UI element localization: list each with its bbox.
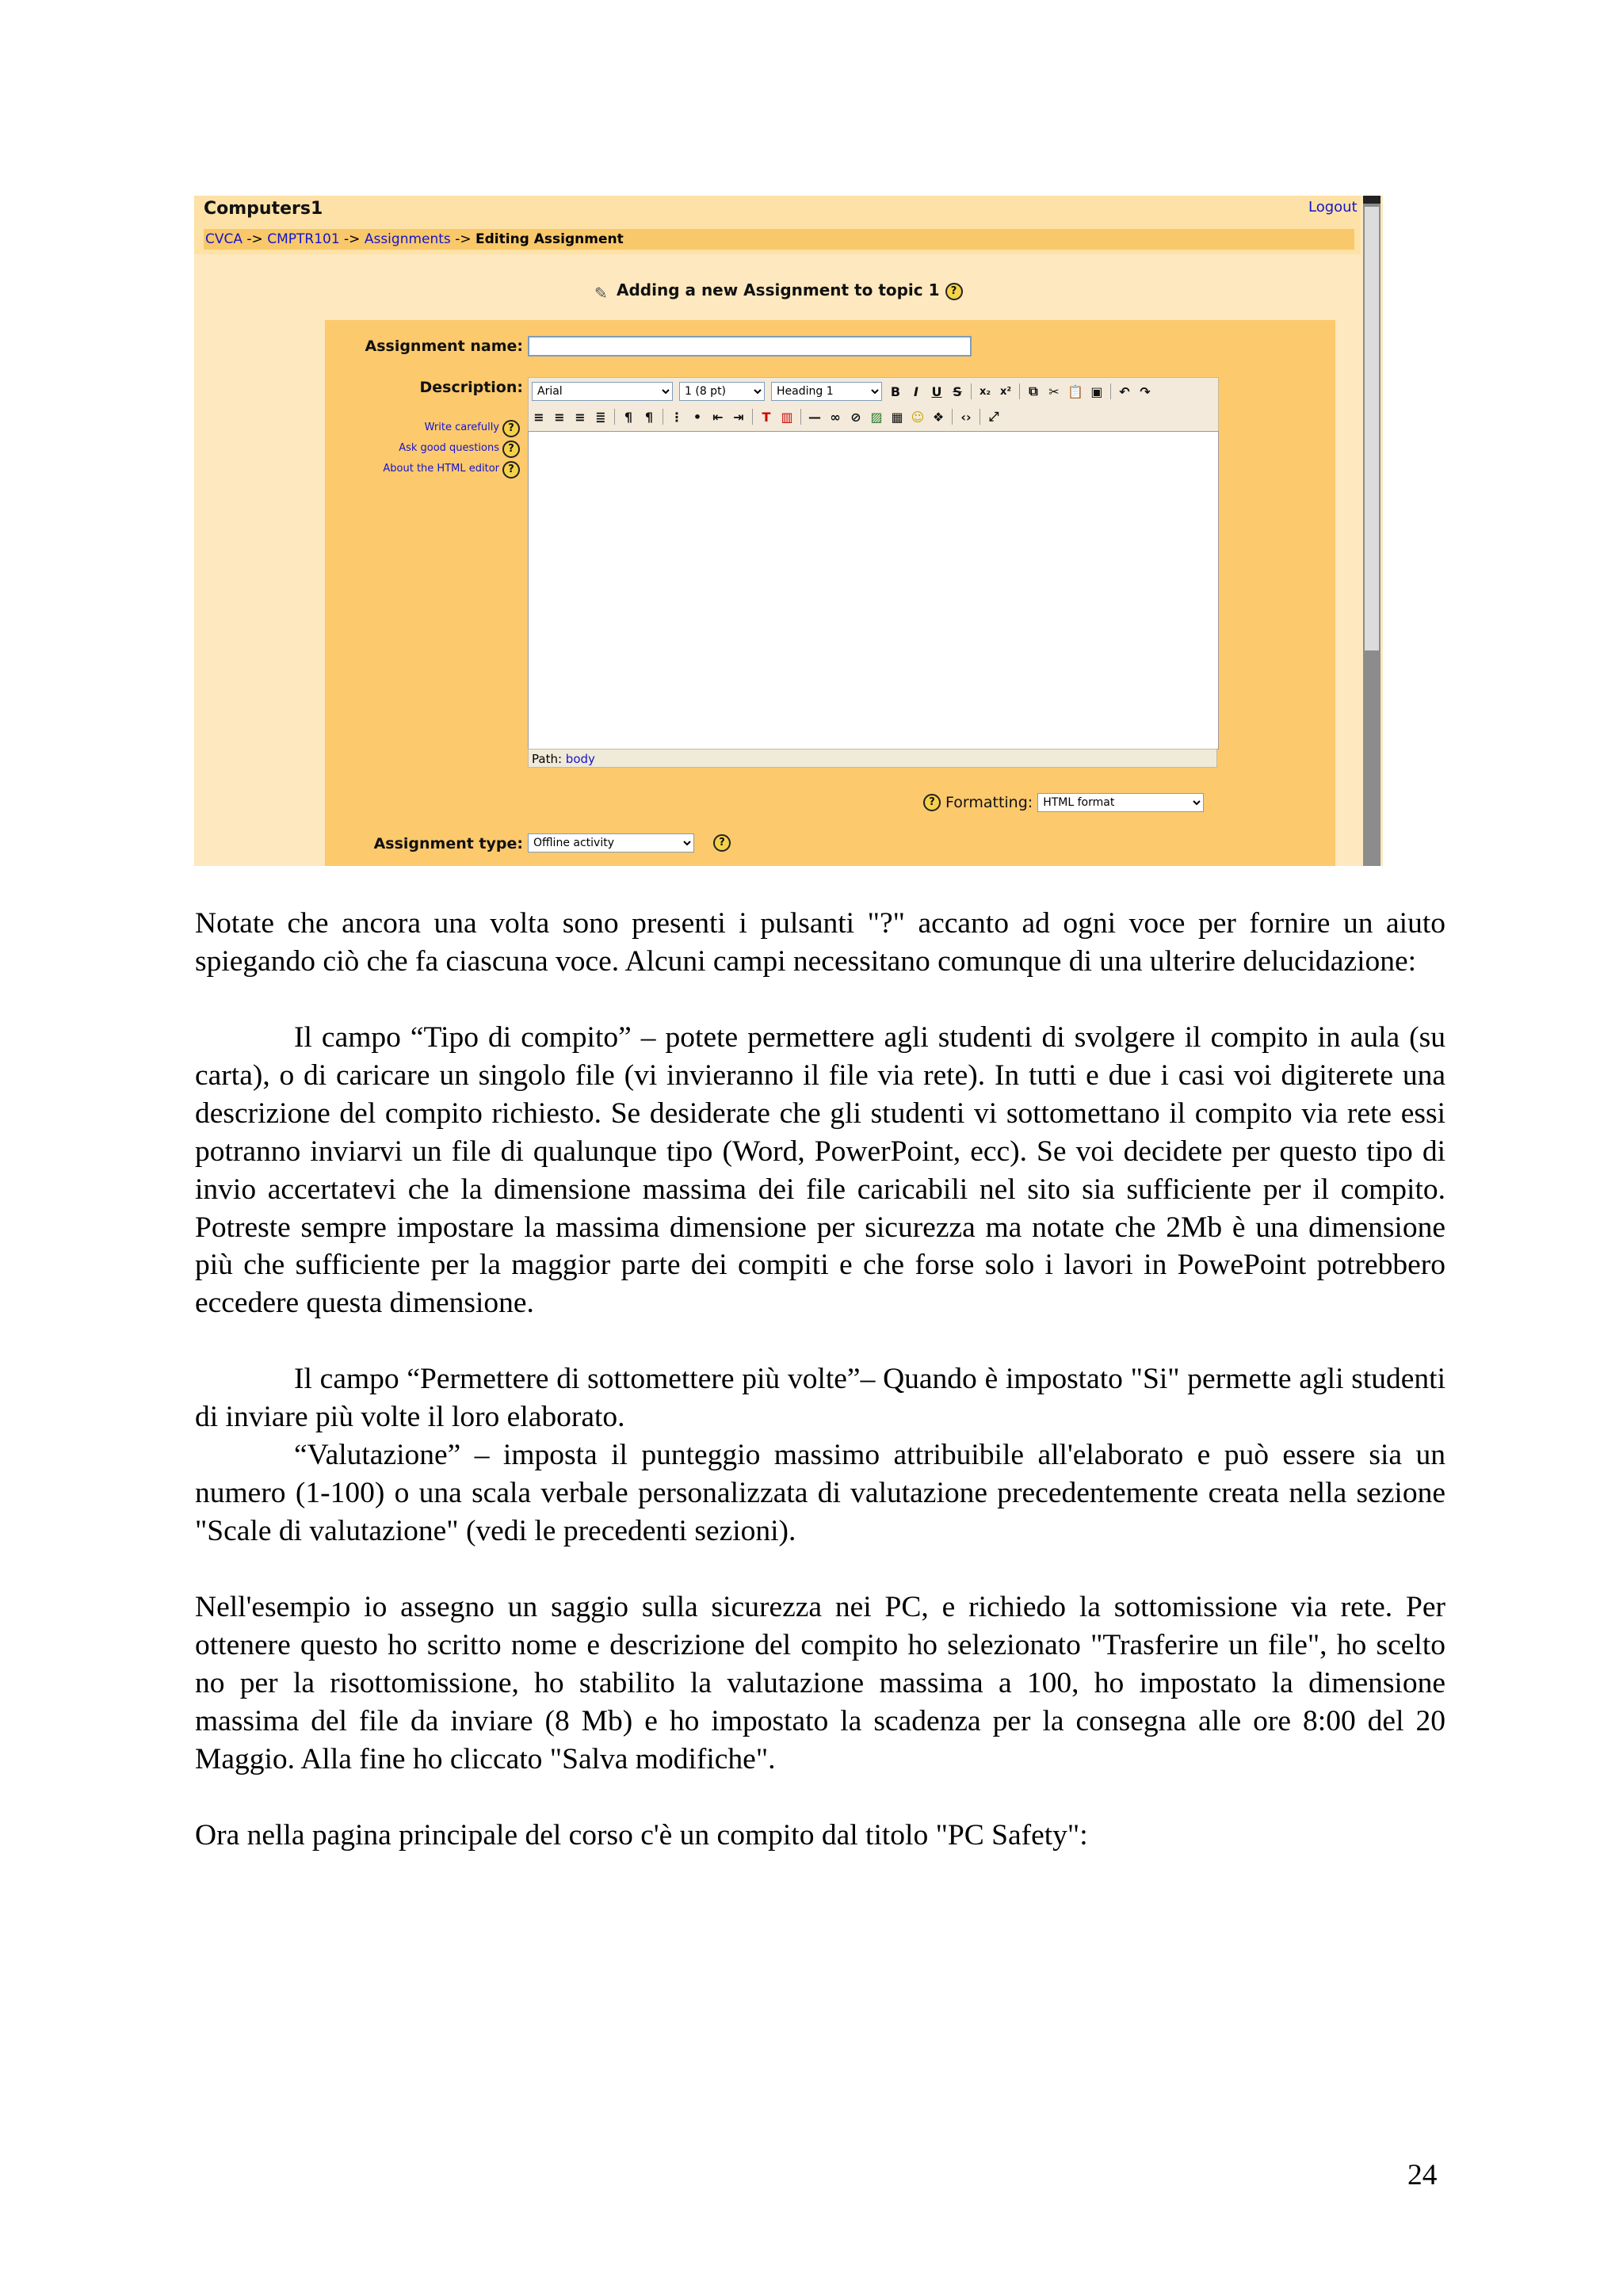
toolbar-separator [952,409,953,425]
heading-text: Adding a new Assignment to topic 1 [617,280,940,299]
course-title: Computers1 [204,199,323,219]
formatting-label: Formatting: [945,794,1033,811]
moodle-screenshot [194,196,1383,866]
align-right-icon[interactable]: ≡ [575,409,586,425]
paragraph-grading: “Valutazione” – imposta il punteggio massimo attribuibile all'elaborato e può essere sia un numero (1-100) o una scala verbale personalizzata di valutazione precedentemente creata nella sezione "Scale di valutazione" (vedi le precedenti sezioni). [195,1439,1445,1547]
scrollbar-thumb[interactable] [1365,207,1379,650]
help-link-ask-questions[interactable]: Ask good questions [399,442,499,454]
description-editor[interactable] [528,431,1219,749]
breadcrumb-cvca[interactable]: CVCA [205,231,242,247]
copy-icon[interactable]: ⧉ [1029,383,1038,399]
formatting-row [923,793,1204,812]
logout-link[interactable]: Logout [1308,199,1358,215]
paste-word-icon[interactable]: ▣ [1090,383,1103,399]
path-body-link[interactable]: body [565,752,595,766]
assignment-name-label: Assignment name: [365,338,523,355]
breadcrumb-assignments[interactable]: Assignments [364,231,451,247]
font-family-select[interactable] [532,382,673,401]
breadcrumb-separator: -> [455,231,472,247]
font-size-select[interactable] [679,382,765,401]
path-label: Path: [532,752,563,766]
help-icon[interactable]: ? [502,461,520,479]
justify-icon[interactable]: ≣ [595,409,606,425]
assignment-type-label: Assignment type: [373,835,523,852]
paste-icon[interactable]: 📋 [1067,383,1083,399]
text-color-icon[interactable]: T [762,409,771,425]
toolbar-separator [614,409,615,425]
help-link-html-editor[interactable]: About the HTML editor [383,463,499,475]
italic-icon[interactable]: I [914,383,918,399]
toolbar-separator [800,409,801,425]
assignment-name-input[interactable] [528,336,972,357]
paragraph-example: Nell'esempio io assegno un saggio sulla sicurezza nei PC, e richiedo la sottomissione via rete. Per ottenere questo ho scritto nome e descrizione del compito ho selezionato "Trasferire un file", ho scelto no per la risottomissione, ho stabilito la valutazione massima a 100, ho impostato la dimensione massima del file da inviare (8 Mb) e ho impostato la scadenza per la consegna alle ore 8:00 del 20 Maggio. Alla fine ho cliccato "Salva modifiche". [195,1591,1445,1775]
help-icon[interactable]: ? [502,420,520,437]
paragraph-resubmit: Il campo “Permettere di sottomettere più volte”– Quando è impostato "Si" permette agli studenti di inviare più volte il loro elaborato. [195,1363,1445,1433]
align-center-icon[interactable]: ≡ [554,409,565,425]
toolbar-separator [971,383,972,399]
help-icon[interactable]: ? [502,441,520,458]
page-heading [594,280,963,301]
help-icon[interactable]: ? [945,283,963,300]
toolbar-separator [1110,383,1111,399]
paragraph-assignment-type: Il campo “Tipo di compito” – potete permettere agli studenti di svolgere il compito in aula (su carta), o di caricare un singolo file (vi invieranno il file via rete). In tutti e due i casi voi digiterete una descrizione del compito richiesto. Se desiderate che gli studenti vi sottomettano il compito via rete essi potranno inviarvi un file di qualunque tipo (Word, PowerPoint, ecc). Se voi decidete per questo tipo di invio accertatevi che la dimensione massima dei file caricabili nel sito sia sufficiente per il compito. Potreste sempre impostare la massima dimensione per sicurezza ma notate che 2Mb è una dimensione più che sufficiente per la maggior parte dei compiti e che forse solo i lavori in PowePoint potrebbero eccedere questa dimensione. [195,1021,1445,1320]
help-icon[interactable]: ? [923,794,941,811]
align-left-icon[interactable]: ≡ [533,409,544,425]
breadcrumb [204,229,1354,250]
link-icon[interactable]: ∞ [830,409,841,425]
cut-icon[interactable]: ✂ [1048,383,1060,399]
html-source-icon[interactable]: ‹› [960,409,972,425]
toolbar-row-2 [532,405,1001,429]
assignment-type-row [528,833,731,852]
vertical-scrollbar[interactable] [1363,196,1381,866]
breadcrumb-course[interactable]: CMPTR101 [267,231,340,247]
help-icon[interactable]: ? [713,834,731,852]
strikethrough-icon[interactable]: S [953,383,962,399]
ordered-list-icon[interactable]: ⋮ [670,409,683,425]
subscript-icon[interactable]: x₂ [979,385,991,398]
formatting-select[interactable] [1037,793,1204,812]
background-color-icon[interactable]: ▥ [781,409,793,425]
undo-icon[interactable]: ↶ [1119,383,1130,399]
assignment-type-select[interactable] [528,833,694,852]
image-icon[interactable]: ▨ [870,409,883,425]
toolbar-row-1 [532,379,1152,403]
rtl-icon[interactable]: ¶ [644,409,654,425]
html-editor-toolbar [528,377,1219,433]
breadcrumb-separator: -> [246,231,263,247]
toolbar-separator [752,409,753,425]
unlink-icon[interactable]: ⊘ [850,409,861,425]
toolbar-separator [1019,383,1020,399]
underline-icon[interactable]: U [931,383,942,399]
paragraph-style-select[interactable] [771,382,882,401]
fullscreen-icon[interactable]: ⤢ [988,409,999,424]
paragraph-course-page: Ora nella pagina principale del corso c'è un compito dal titolo "PC Safety": [195,1819,1088,1852]
special-char-icon[interactable]: ❖ [932,409,945,425]
table-icon[interactable]: ▦ [891,409,903,425]
breadcrumb-separator: -> [344,231,361,247]
smiley-icon[interactable]: ☺ [911,409,925,425]
redo-icon[interactable]: ↷ [1140,383,1151,399]
scrollbar-cap [1363,196,1381,204]
editor-path-bar [528,749,1217,768]
outdent-icon[interactable]: ⇤ [712,409,724,425]
header-bar [194,196,1361,254]
description-label: Description: [419,379,523,396]
breadcrumb-current: Editing Assignment [475,231,624,247]
unordered-list-icon[interactable]: • [693,409,702,425]
help-link-write-carefully[interactable]: Write carefully [424,421,499,433]
bold-icon[interactable]: B [890,383,901,399]
page-number: 24 [1407,2159,1438,2191]
pencil-icon: ✎ [594,284,608,303]
paragraph-help-buttons: Notate che ancora una volta sono presenti i pulsanti "?" accanto ad ogni voce per fornire un aiuto spiegando ciò che fa ciascuna voce. Alcuni campi necessitano comunque di una ulterire delucidazione: [195,907,1445,978]
indent-icon[interactable]: ⇥ [733,409,744,425]
assignment-form [325,320,1335,866]
superscript-icon[interactable]: x² [999,385,1012,398]
ltr-icon[interactable]: ¶ [624,409,633,425]
horizontal-rule-icon[interactable]: — [808,409,821,425]
